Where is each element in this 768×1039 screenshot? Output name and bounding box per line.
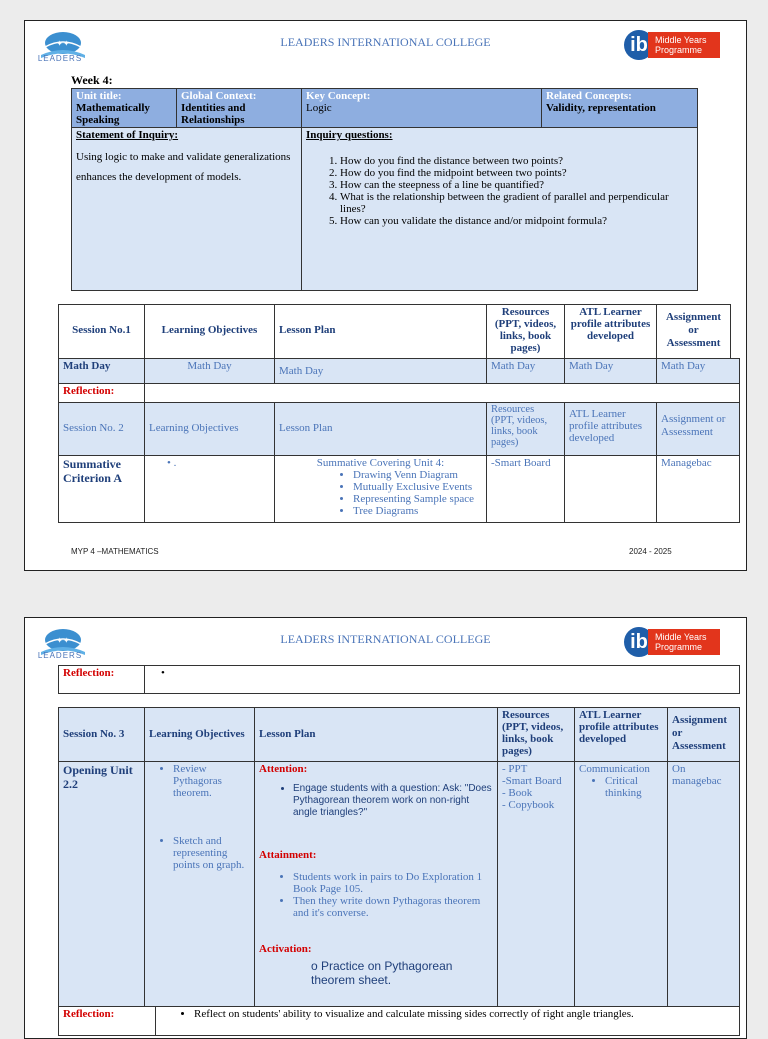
s2-lesson-plan: Summative Covering Unit 4: • Drawing Venn Diagram • Mutually Exclusive Events • Representing Sample space • Tree Diagrams bbox=[274, 455, 487, 523]
inquiry-question-1: 1. How do you find the distance between two points? bbox=[340, 155, 693, 167]
p2-reflection-value: • bbox=[144, 665, 740, 694]
ib-line1: Middle Years bbox=[655, 35, 707, 45]
s2-assessment: Managebac bbox=[656, 455, 740, 523]
s2-plan-item-3: • Representing Sample space bbox=[353, 493, 482, 505]
inquiry-question-4: 4. What is the relationship between the gradient of parallel and perpendicular lines? bbox=[340, 191, 693, 215]
document-page-1 bbox=[24, 20, 747, 571]
s1-header-assessment: Assignment or Assessment bbox=[656, 304, 731, 359]
ib-circle-icon-2: ib bbox=[624, 627, 654, 657]
ib-banner-2: Middle Years Programme bbox=[648, 629, 720, 655]
s2-header-atl: ATL Learner profile attributes developed bbox=[564, 402, 657, 456]
related-concepts-cell: Related Concepts: Validity, representation bbox=[541, 88, 698, 128]
unit-title-cell: Unit title: Mathematically Speaking bbox=[71, 88, 177, 128]
footer-right: 2024 - 2025 bbox=[629, 547, 672, 556]
s3-attainment-item-1: • Students work in pairs to Do Exploration 1 Book Page 105. bbox=[293, 871, 493, 895]
key-concept-cell: Key Concept: Logic bbox=[301, 88, 542, 128]
s3-resource-1: - PPT bbox=[502, 763, 528, 775]
s3-attention-item-1: • Engage students with a question: Ask: "Does Pythagorean theorem work on non-right angle triangles?" bbox=[293, 783, 493, 819]
s3-atl: Communication • Critical thinking bbox=[574, 761, 668, 1007]
s3-header-lesson-plan: Lesson Plan bbox=[254, 707, 498, 762]
college-logo-text: LEADERS bbox=[37, 54, 83, 63]
s3-lesson-plan bbox=[254, 761, 498, 1007]
inquiry-questions-list bbox=[306, 155, 693, 227]
s2-objective: • . bbox=[144, 455, 275, 523]
s1-row-lesson-plan: Math Day bbox=[274, 358, 487, 384]
college-name-2: LEADERS INTERNATIONAL COLLEGE bbox=[280, 632, 491, 646]
s1-header-session: Session No.1 bbox=[58, 304, 145, 359]
s2-title: Summative Criterion A bbox=[58, 455, 145, 523]
s2-plan-item-2: • Mutually Exclusive Events bbox=[353, 481, 482, 493]
s1-row-atl: Math Day bbox=[564, 358, 657, 384]
s3-objectives bbox=[144, 761, 255, 1007]
s3-activation-label: Activation: bbox=[259, 943, 312, 955]
s1-header-objectives: Learning Objectives bbox=[144, 304, 275, 359]
s2-header-objectives: Learning Objectives bbox=[144, 402, 275, 456]
inquiry-questions-cell: Inquiry questions: 1. How do you find the distance between two points? 2. How do you find the midpoint between two points? 3. How can the steepness of a line be quantified? 4. What is the relationship between the gradient of parallel and perpendicular lines? 5. How can you validate the distance and/or midpoint formula? bbox=[301, 127, 698, 291]
s2-plan-item-4: • Tree Diagrams bbox=[353, 505, 482, 517]
s2-header-resources: Resources (PPT, videos, links, book pages) bbox=[486, 402, 565, 456]
s3-title: Opening Unit 2.2 bbox=[58, 761, 145, 1007]
ib-logo bbox=[624, 28, 722, 62]
ib-banner bbox=[648, 32, 720, 58]
s3-attention-list bbox=[259, 783, 493, 819]
s3-atl-item-1: • Critical thinking bbox=[605, 775, 663, 799]
page-header-2 bbox=[25, 618, 746, 666]
inquiry-question-3: 3. How can the steepness of a line be quantified? bbox=[340, 179, 693, 191]
ib-line2: Programme bbox=[655, 45, 703, 55]
s3-attainment-list bbox=[259, 871, 493, 919]
p2-reflection-label: Reflection: bbox=[58, 665, 145, 694]
s3-header-assessment: Assignment or Assessment bbox=[667, 707, 740, 762]
svg-text:✦✦: ✦✦ bbox=[56, 636, 70, 645]
s3-reflection-label: Reflection: bbox=[58, 1006, 156, 1036]
s2-plan-list bbox=[279, 469, 482, 517]
s1-reflection-label: Reflection: bbox=[58, 383, 145, 403]
s1-row-assessment: Math Day bbox=[656, 358, 740, 384]
s1-row-resources: Math Day bbox=[486, 358, 565, 384]
ib-logo-2 bbox=[624, 625, 722, 659]
s2-resources: -Smart Board bbox=[486, 455, 565, 523]
s3-header-objectives: Learning Objectives bbox=[144, 707, 255, 762]
global-context-cell: Global Context: Identities and Relationships bbox=[176, 88, 302, 128]
s3-header-atl: ATL Learner profile attributes developed bbox=[574, 707, 668, 762]
s3-resource-2: -Smart Board bbox=[502, 775, 562, 787]
statement-of-inquiry-cell: Statement of Inquiry: Using logic to make and validate generalizations enhances the development of models. bbox=[71, 127, 302, 291]
week-heading: Week 4: bbox=[71, 73, 113, 87]
footer-left: MYP 4 –MATHEMATICS bbox=[71, 547, 159, 556]
s1-row-session: Math Day bbox=[58, 358, 145, 384]
s3-resources bbox=[497, 761, 575, 1007]
inquiry-question-2: 2. How do you find the midpoint between two points? bbox=[340, 167, 693, 179]
s3-header-resources: Resources (PPT, videos, links, book pages) bbox=[497, 707, 575, 762]
s2-header-lesson-plan: Lesson Plan bbox=[274, 402, 487, 456]
s3-resource-4: - Copybook bbox=[502, 799, 555, 811]
s3-reflection-value: • Reflect on students' ability to visualize and calculate missing sides correctly of right angle triangles. bbox=[155, 1006, 740, 1036]
s2-atl bbox=[564, 455, 657, 523]
s3-attainment-label: Attainment: bbox=[259, 849, 317, 861]
college-logo-text-2: LEADERS bbox=[37, 651, 83, 660]
svg-text:✦✦: ✦✦ bbox=[56, 39, 70, 48]
s1-header-resources: Resources (PPT, videos, links, book pages) bbox=[486, 304, 565, 359]
page-header bbox=[25, 21, 746, 69]
s3-resource-3: - Book bbox=[502, 787, 533, 799]
s2-header-assessment: Assignment or Assessment bbox=[656, 402, 740, 456]
s1-reflection-value bbox=[144, 383, 740, 403]
s3-attainment-item-2: • Then they write down Pythagoras theorem and it's converse. bbox=[293, 895, 493, 919]
ib-circle-icon: ib bbox=[624, 30, 654, 60]
s3-objective-2: • Sketch and representing points on graph. bbox=[173, 835, 250, 871]
inquiry-question-5: 5. How can you validate the distance and/or midpoint formula? bbox=[340, 215, 693, 227]
s1-header-lesson-plan: Lesson Plan bbox=[274, 304, 487, 359]
s2-header-session: Session No. 2 bbox=[58, 402, 145, 456]
s3-activation-item: o Practice on Pythagorean theorem sheet. bbox=[311, 959, 453, 987]
s2-plan-item-1: • Drawing Venn Diagram bbox=[353, 469, 482, 481]
s1-header-atl: ATL Learner profile attributes developed bbox=[564, 304, 657, 359]
s3-atl-list bbox=[579, 775, 663, 799]
s3-attention-label: Attention: bbox=[259, 763, 308, 775]
s3-header-session: Session No. 3 bbox=[58, 707, 145, 762]
s1-row-objectives: Math Day bbox=[144, 358, 275, 384]
document-page-2 bbox=[24, 617, 747, 1039]
s3-objective-1: • Review Pythagoras theorem. bbox=[173, 763, 250, 799]
s3-assessment: On managebac bbox=[667, 761, 740, 1007]
college-name: LEADERS INTERNATIONAL COLLEGE bbox=[280, 35, 491, 49]
